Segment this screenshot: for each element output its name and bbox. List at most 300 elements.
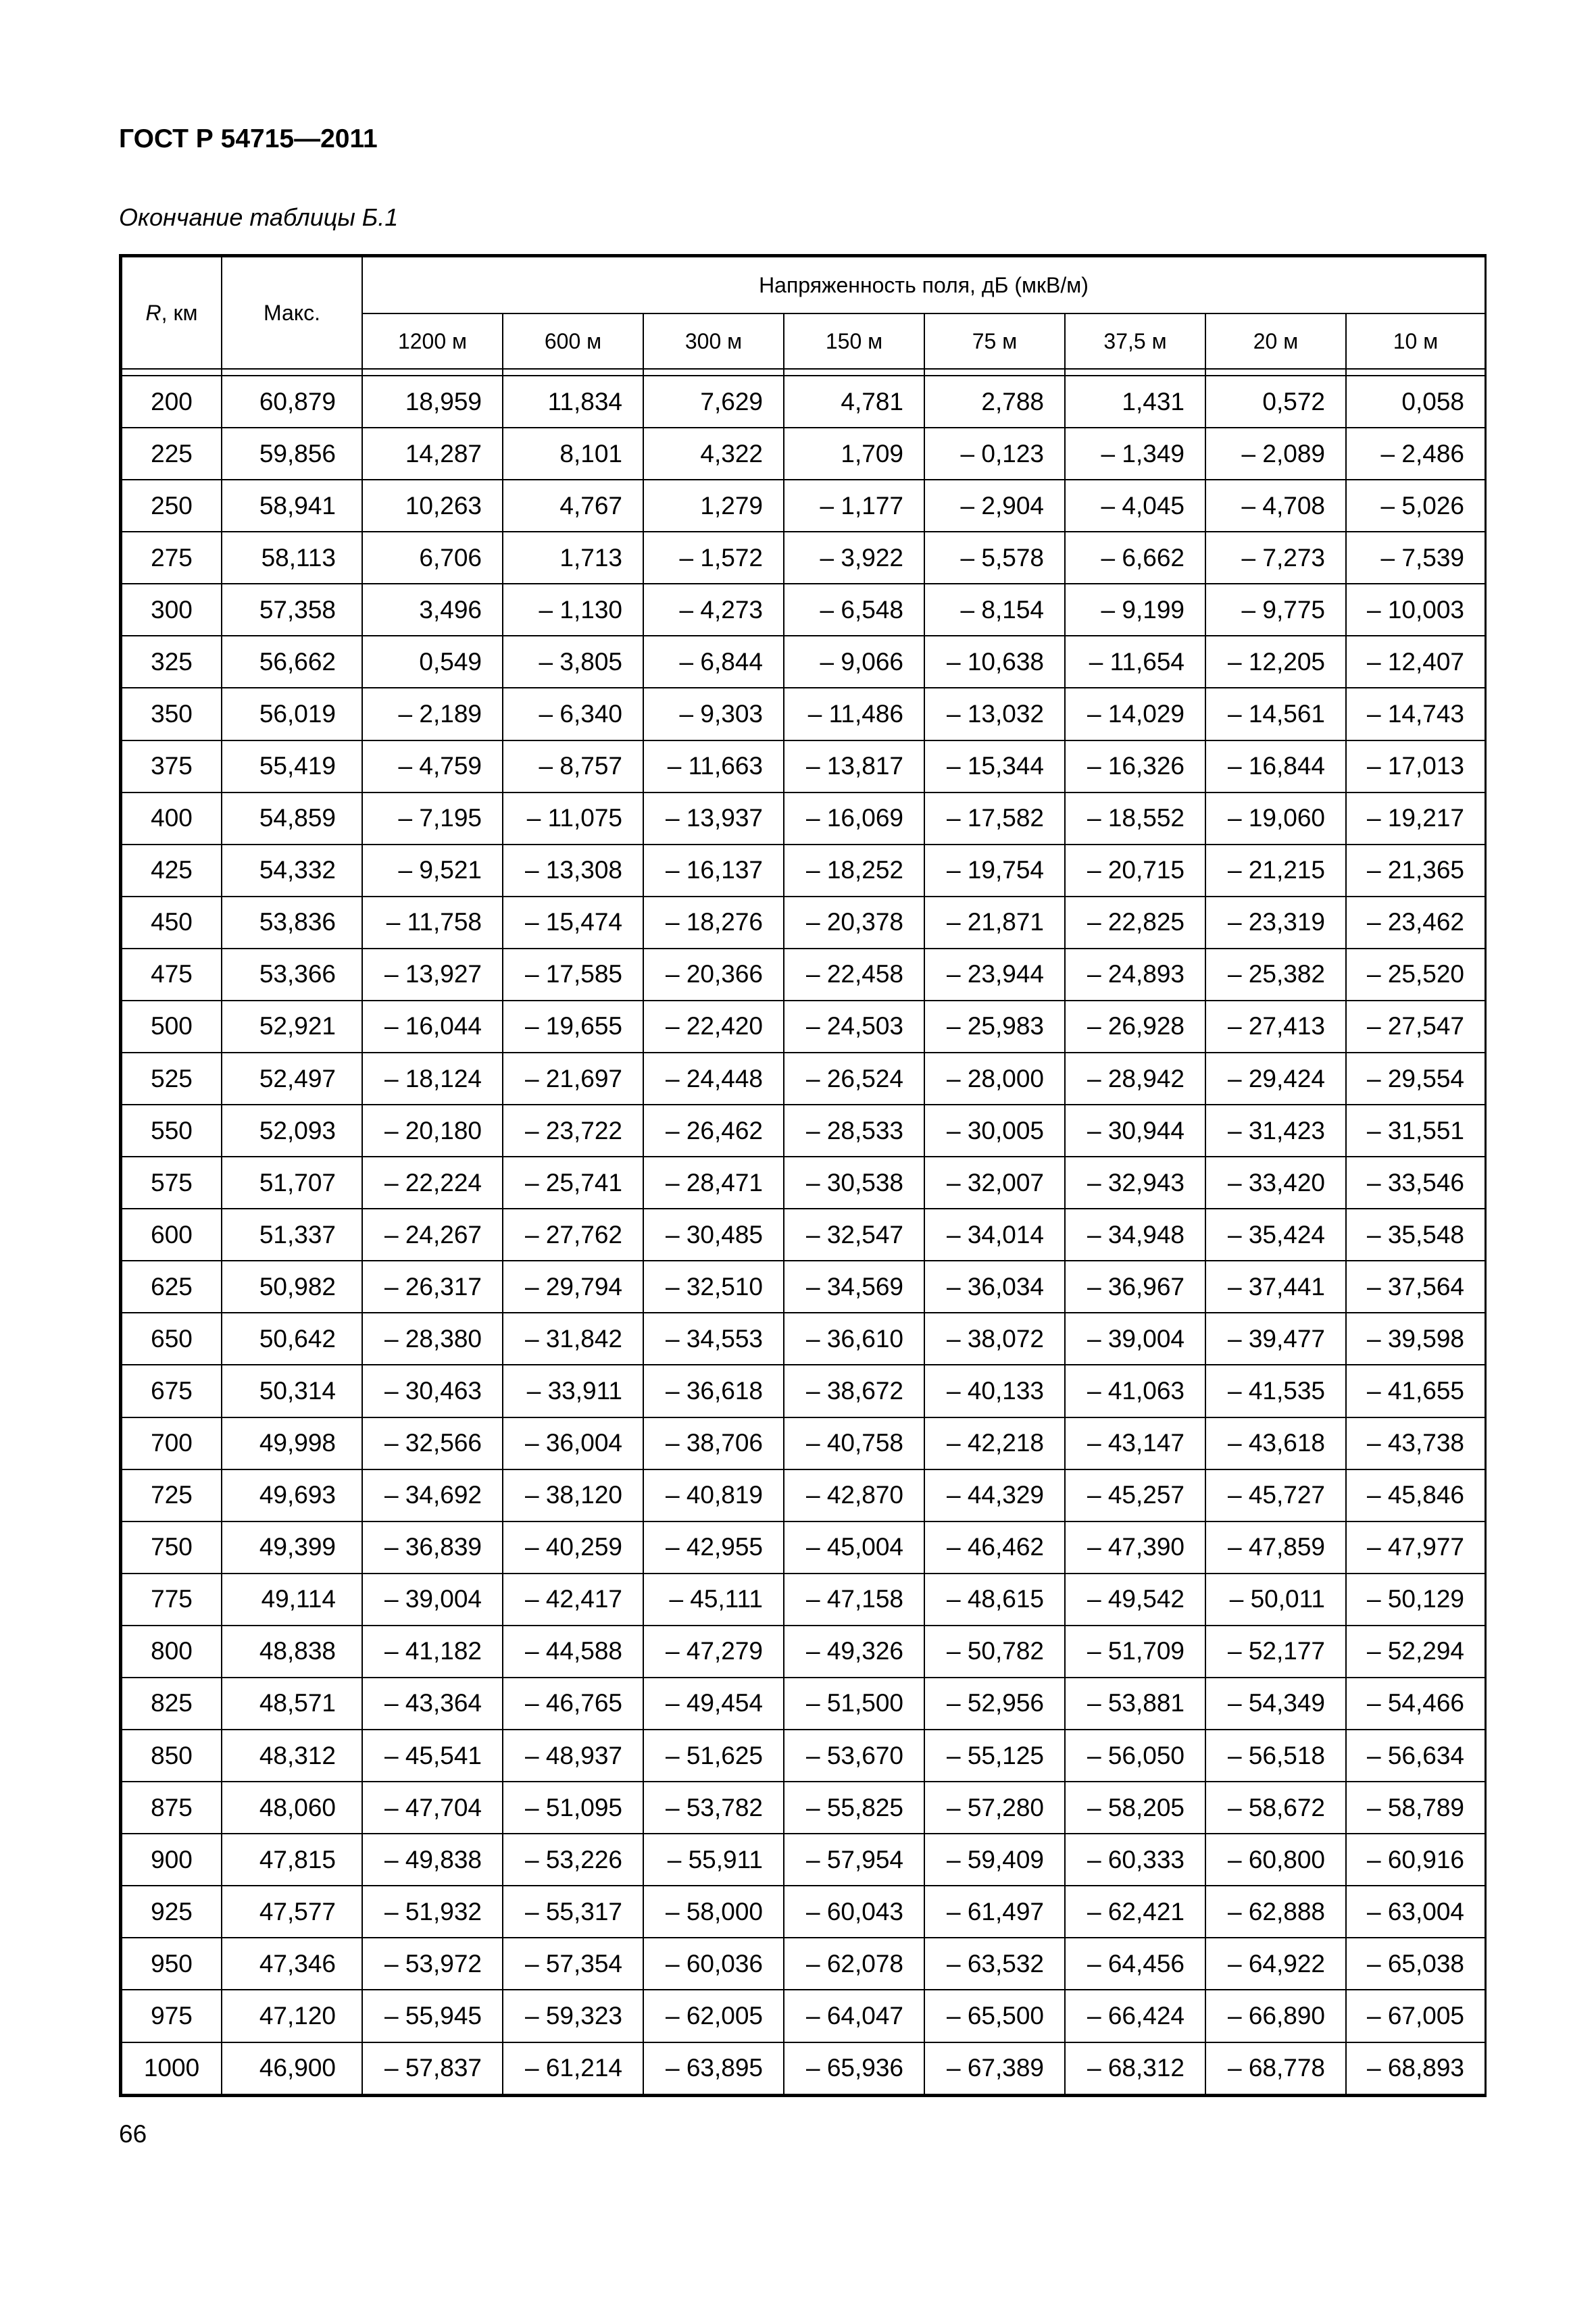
field-strength-cell: – 41,182 [362,1626,503,1678]
max-value-cell: 52,093 [222,1105,362,1157]
field-strength-cell: – 19,217 [1346,793,1485,845]
field-strength-cell: – 44,588 [503,1626,643,1678]
table-caption: Окончание таблицы Б.1 [119,203,399,231]
field-strength-cell: – 42,218 [924,1417,1065,1469]
field-strength-cell: – 3,805 [503,636,643,688]
field-strength-cell: 1,431 [1065,376,1205,428]
table-row [122,1678,1485,1730]
field-strength-cell: – 65,936 [784,2042,924,2095]
max-value-cell: 46,900 [222,2042,362,2095]
table-row [122,1417,1485,1469]
field-strength-cell: – 53,972 [362,1938,503,1990]
field-strength-cell: – 58,789 [1346,1782,1485,1834]
field-strength-cell: – 20,715 [1065,845,1205,897]
field-strength-cell: – 57,354 [503,1938,643,1990]
field-strength-cell: – 49,838 [362,1834,503,1886]
field-strength-cell: – 14,743 [1346,688,1485,740]
field-strength-cell: – 50,011 [1205,1574,1346,1626]
field-strength-cell: 0,549 [362,636,503,688]
field-strength-cell: – 45,727 [1205,1469,1346,1521]
field-strength-cell: – 14,561 [1205,688,1346,740]
distance-cell: 325 [122,636,222,688]
field-strength-cell: – 4,273 [643,584,784,636]
max-value-cell: 53,836 [222,897,362,949]
distance-cell: 200 [122,376,222,428]
header-distance [122,257,222,369]
field-strength-cell: – 60,036 [643,1938,784,1990]
field-strength-cell: – 35,424 [1205,1209,1346,1261]
field-strength-cell: – 68,893 [1346,2042,1485,2095]
field-strength-cell: – 1,130 [503,584,643,636]
field-strength-cell: – 59,409 [924,1834,1065,1886]
field-strength-cell: – 22,825 [1065,897,1205,949]
field-strength-cell: – 52,177 [1205,1626,1346,1678]
field-strength-cell: – 57,837 [362,2042,503,2095]
field-strength-cell: – 16,844 [1205,740,1346,793]
field-strength-cell: – 61,214 [503,2042,643,2095]
table-row [122,1105,1485,1157]
field-strength-cell: – 21,365 [1346,845,1485,897]
table-row [122,376,1485,428]
field-strength-cell: – 1,349 [1065,428,1205,480]
field-strength-cell: – 13,308 [503,845,643,897]
field-strength-cell: – 40,758 [784,1417,924,1469]
field-strength-cell: – 66,424 [1065,1990,1205,2042]
field-strength-cell: – 13,927 [362,949,503,1001]
field-strength-cell: – 7,273 [1205,532,1346,584]
field-strength-cell: – 53,670 [784,1730,924,1782]
distance-cell: 875 [122,1782,222,1834]
max-value-cell: 55,419 [222,740,362,793]
field-strength-cell: – 38,706 [643,1417,784,1469]
field-strength-cell: – 21,697 [503,1053,643,1105]
field-strength-cell: – 6,662 [1065,532,1205,584]
field-strength-cell: – 48,615 [924,1574,1065,1626]
distance-cell: 450 [122,897,222,949]
field-strength-cell: – 5,578 [924,532,1065,584]
field-strength-cell: – 37,564 [1346,1261,1485,1313]
distance-cell: 575 [122,1157,222,1209]
header-max: Макс. [222,257,362,369]
table-row [122,1834,1485,1886]
field-strength-cell: – 64,922 [1205,1938,1346,1990]
max-value-cell: 47,346 [222,1938,362,1990]
field-strength-cell: – 27,413 [1205,1001,1346,1053]
field-strength-cell: – 13,937 [643,793,784,845]
field-strength-cell: – 28,380 [362,1313,503,1365]
field-strength-cell: – 41,655 [1346,1365,1485,1417]
field-strength-cell: – 10,003 [1346,584,1485,636]
field-strength-cell: – 52,956 [924,1678,1065,1730]
field-strength-cell: – 42,417 [503,1574,643,1626]
field-strength-cell: – 50,129 [1346,1574,1485,1626]
field-strength-cell: – 10,638 [924,636,1065,688]
field-strength-cell: – 27,762 [503,1209,643,1261]
field-strength-cell: – 56,050 [1065,1730,1205,1782]
distance-cell: 225 [122,428,222,480]
field-strength-cell: – 17,013 [1346,740,1485,793]
field-strength-cell: – 11,654 [1065,636,1205,688]
field-strength-cell: – 51,625 [643,1730,784,1782]
field-strength-cell: – 40,259 [503,1521,643,1574]
field-strength-cell: – 40,133 [924,1365,1065,1417]
field-strength-cell: – 20,180 [362,1105,503,1157]
field-strength-cell: – 6,844 [643,636,784,688]
field-strength-cell: – 36,967 [1065,1261,1205,1313]
field-strength-cell: – 43,147 [1065,1417,1205,1469]
field-strength-cell: – 16,044 [362,1001,503,1053]
field-strength-cell: 0,572 [1205,376,1346,428]
field-strength-cell: – 63,532 [924,1938,1065,1990]
field-strength-cell: – 8,154 [924,584,1065,636]
field-strength-cell: – 57,280 [924,1782,1065,1834]
field-strength-cell: – 19,655 [503,1001,643,1053]
field-strength-cell: – 7,539 [1346,532,1485,584]
field-strength-cell: – 49,326 [784,1626,924,1678]
table-row [122,636,1485,688]
field-strength-cell: 7,629 [643,376,784,428]
max-value-cell: 51,337 [222,1209,362,1261]
field-strength-cell: 4,781 [784,376,924,428]
table-row [122,480,1485,532]
field-strength-cell: – 56,634 [1346,1730,1485,1782]
header-height: 20 м [1205,313,1346,369]
field-strength-cell: – 1,177 [784,480,924,532]
header-height: 600 м [503,313,643,369]
table-row [122,1574,1485,1626]
table-row [122,1001,1485,1053]
distance-cell: 975 [122,1990,222,2042]
field-strength-cell: 11,834 [503,376,643,428]
field-strength-cell: – 33,546 [1346,1157,1485,1209]
field-strength-cell: – 56,518 [1205,1730,1346,1782]
field-strength-cell: – 5,026 [1346,480,1485,532]
field-strength-cell: – 54,466 [1346,1678,1485,1730]
field-strength-cell: – 60,043 [784,1886,924,1938]
field-strength-cell: – 28,471 [643,1157,784,1209]
table-row [122,845,1485,897]
field-strength-cell: – 51,095 [503,1782,643,1834]
field-strength-cell: 2,788 [924,376,1065,428]
table-row [122,740,1485,793]
field-strength-cell: – 20,378 [784,897,924,949]
field-strength-cell: – 23,944 [924,949,1065,1001]
field-strength-cell: – 23,319 [1205,897,1346,949]
field-strength-cell: – 38,072 [924,1313,1065,1365]
field-strength-cell: – 62,888 [1205,1886,1346,1938]
max-value-cell: 52,921 [222,1001,362,1053]
field-strength-cell: – 44,329 [924,1469,1065,1521]
field-strength-cell: – 12,205 [1205,636,1346,688]
field-strength-cell: – 57,954 [784,1834,924,1886]
field-strength-cell: – 66,890 [1205,1990,1346,2042]
max-value-cell: 49,399 [222,1521,362,1574]
field-strength-cell: – 60,333 [1065,1834,1205,1886]
field-strength-cell: – 26,524 [784,1053,924,1105]
field-strength-cell: – 28,533 [784,1105,924,1157]
table-row [122,1365,1485,1417]
max-value-cell: 56,662 [222,636,362,688]
field-strength-cell: – 31,551 [1346,1105,1485,1157]
distance-cell: 600 [122,1209,222,1261]
table-row [122,793,1485,845]
field-strength-cell: – 36,839 [362,1521,503,1574]
field-strength-cell: – 36,004 [503,1417,643,1469]
table-row [122,1469,1485,1521]
max-value-cell: 47,815 [222,1834,362,1886]
table-row [122,2042,1485,2095]
field-strength-cell: – 9,066 [784,636,924,688]
field-strength-cell: – 28,942 [1065,1053,1205,1105]
distance-cell: 350 [122,688,222,740]
field-strength-cell: – 47,279 [643,1626,784,1678]
field-strength-cell: – 17,582 [924,793,1065,845]
table-row [122,1730,1485,1782]
field-strength-cell: – 45,541 [362,1730,503,1782]
field-strength-cell: – 2,089 [1205,428,1346,480]
field-strength-cell: – 11,075 [503,793,643,845]
field-strength-cell: – 45,846 [1346,1469,1485,1521]
field-strength-cell: – 51,709 [1065,1626,1205,1678]
field-strength-cell: – 16,326 [1065,740,1205,793]
field-strength-cell: – 25,520 [1346,949,1485,1001]
distance-cell: 950 [122,1938,222,1990]
field-strength-cell: 10,263 [362,480,503,532]
field-strength-cell: – 19,060 [1205,793,1346,845]
field-strength-cell: – 51,500 [784,1678,924,1730]
field-strength-cell: – 28,000 [924,1053,1065,1105]
table-row [122,584,1485,636]
field-strength-cell: – 49,454 [643,1678,784,1730]
field-strength-cell: – 32,943 [1065,1157,1205,1209]
field-strength-cell: – 39,477 [1205,1313,1346,1365]
field-strength-cell: – 2,189 [362,688,503,740]
field-strength-cell: 1,279 [643,480,784,532]
header-height: 10 м [1346,313,1485,369]
table-row [122,1157,1485,1209]
field-strength-cell: – 58,000 [643,1886,784,1938]
field-strength-cell: – 41,535 [1205,1365,1346,1417]
field-strength-cell: – 46,462 [924,1521,1065,1574]
field-strength-cell: – 40,819 [643,1469,784,1521]
field-strength-cell: – 16,137 [643,845,784,897]
max-value-cell: 47,120 [222,1990,362,2042]
distance-cell: 625 [122,1261,222,1313]
table-row [122,428,1485,480]
table-row [122,1313,1485,1365]
header-height: 75 м [924,313,1065,369]
field-strength-cell: – 52,294 [1346,1626,1485,1678]
field-strength-cell: – 34,553 [643,1313,784,1365]
field-strength-cell: – 22,420 [643,1001,784,1053]
field-strength-cell: – 53,881 [1065,1678,1205,1730]
field-strength-cell: – 33,420 [1205,1157,1346,1209]
field-strength-cell: – 18,124 [362,1053,503,1105]
field-strength-cell: – 17,585 [503,949,643,1001]
max-value-cell: 60,879 [222,376,362,428]
field-strength-cell: – 3,922 [784,532,924,584]
field-strength-cell: – 29,554 [1346,1053,1485,1105]
table-row [122,1782,1485,1834]
field-strength-cell: – 6,548 [784,584,924,636]
field-strength-cell: – 32,566 [362,1417,503,1469]
table-row [122,532,1485,584]
field-strength-cell: – 21,215 [1205,845,1346,897]
distance-cell: 650 [122,1313,222,1365]
field-strength-cell: – 24,893 [1065,949,1205,1001]
field-strength-cell: – 54,349 [1205,1678,1346,1730]
field-strength-cell: 1,709 [784,428,924,480]
field-strength-cell: – 30,944 [1065,1105,1205,1157]
table-row [122,1521,1485,1574]
field-strength-cell: – 23,722 [503,1105,643,1157]
max-value-cell: 54,859 [222,793,362,845]
field-strength-cell: – 29,424 [1205,1053,1346,1105]
field-strength-cell: – 18,552 [1065,793,1205,845]
field-strength-cell: – 26,462 [643,1105,784,1157]
max-value-cell: 47,577 [222,1886,362,1938]
field-strength-cell: – 13,817 [784,740,924,793]
field-strength-cell: – 67,005 [1346,1990,1485,2042]
header-distance-symbol: R [145,300,161,325]
field-strength-cell: – 68,778 [1205,2042,1346,2095]
field-strength-cell: – 32,547 [784,1209,924,1261]
field-strength-cell: – 36,618 [643,1365,784,1417]
field-strength-cell: – 2,486 [1346,428,1485,480]
field-strength-cell: – 6,340 [503,688,643,740]
max-value-cell: 59,856 [222,428,362,480]
field-strength-cell: – 25,382 [1205,949,1346,1001]
max-value-cell: 50,642 [222,1313,362,1365]
field-strength-cell: – 68,312 [1065,2042,1205,2095]
field-strength-cell: – 15,474 [503,897,643,949]
field-strength-cell: – 64,047 [784,1990,924,2042]
distance-cell: 300 [122,584,222,636]
table-row [122,1053,1485,1105]
field-strength-cell: – 47,158 [784,1574,924,1626]
field-strength-cell: – 34,014 [924,1209,1065,1261]
field-strength-cell: – 55,911 [643,1834,784,1886]
field-strength-cell: – 12,407 [1346,636,1485,688]
table-row [122,1938,1485,1990]
max-value-cell: 51,707 [222,1157,362,1209]
field-strength-cell: – 4,759 [362,740,503,793]
field-strength-cell: – 59,323 [503,1990,643,2042]
header-distance-unit: , км [161,300,198,325]
max-value-cell: 49,114 [222,1574,362,1626]
max-value-cell: 58,113 [222,532,362,584]
field-strength-cell: – 30,005 [924,1105,1065,1157]
field-strength-cell: – 51,932 [362,1886,503,1938]
field-strength-cell: – 62,421 [1065,1886,1205,1938]
table-row [122,688,1485,740]
field-strength-cell: – 45,111 [643,1574,784,1626]
distance-cell: 775 [122,1574,222,1626]
field-strength-cell: – 38,672 [784,1365,924,1417]
field-strength-cell: – 39,004 [1065,1313,1205,1365]
field-strength-cell: – 47,704 [362,1782,503,1834]
field-strength-cell: – 47,390 [1065,1521,1205,1574]
table-row [122,1209,1485,1261]
field-strength-cell: – 55,317 [503,1886,643,1938]
distance-cell: 400 [122,793,222,845]
field-strength-cell: – 26,928 [1065,1001,1205,1053]
field-strength-cell: – 65,038 [1346,1938,1485,1990]
distance-cell: 850 [122,1730,222,1782]
field-strength-cell: 0,058 [1346,376,1485,428]
field-strength-cell: – 48,937 [503,1730,643,1782]
field-strength-cell: – 32,007 [924,1157,1065,1209]
document-title: ГОСТ Р 54715—2011 [119,124,378,153]
field-strength-cell: – 63,004 [1346,1886,1485,1938]
max-value-cell: 48,838 [222,1626,362,1678]
distance-cell: 550 [122,1105,222,1157]
distance-cell: 500 [122,1001,222,1053]
field-strength-cell: – 22,458 [784,949,924,1001]
distance-cell: 800 [122,1626,222,1678]
field-strength-cell: – 24,503 [784,1001,924,1053]
field-strength-cell: – 20,366 [643,949,784,1001]
field-strength-cell: – 60,800 [1205,1834,1346,1886]
field-strength-cell: 6,706 [362,532,503,584]
field-strength-cell: – 42,870 [784,1469,924,1521]
field-strength-cell: – 16,069 [784,793,924,845]
max-value-cell: 54,332 [222,845,362,897]
table-row [122,1886,1485,1938]
field-strength-cell: – 47,859 [1205,1521,1346,1574]
field-strength-cell: – 21,871 [924,897,1065,949]
field-strength-cell: – 9,521 [362,845,503,897]
field-strength-cell: – 30,463 [362,1365,503,1417]
field-strength-cell: – 9,775 [1205,584,1346,636]
field-strength-cell: – 60,916 [1346,1834,1485,1886]
distance-cell: 475 [122,949,222,1001]
field-strength-cell: 4,767 [503,480,643,532]
field-strength-cell: – 43,738 [1346,1417,1485,1469]
field-strength-cell: – 18,252 [784,845,924,897]
max-value-cell: 48,571 [222,1678,362,1730]
distance-cell: 900 [122,1834,222,1886]
field-strength-cell: 8,101 [503,428,643,480]
field-strength-cell: – 67,389 [924,2042,1065,2095]
field-strength-cell: – 14,029 [1065,688,1205,740]
distance-cell: 700 [122,1417,222,1469]
max-value-cell: 48,060 [222,1782,362,1834]
table-row [122,897,1485,949]
max-value-cell: 53,366 [222,949,362,1001]
max-value-cell: 52,497 [222,1053,362,1105]
field-strength-cell: – 13,032 [924,688,1065,740]
field-strength-cell: – 2,904 [924,480,1065,532]
field-strength-cell: – 30,485 [643,1209,784,1261]
field-strength-cell: – 15,344 [924,740,1065,793]
max-value-cell: 57,358 [222,584,362,636]
field-strength-cell: – 53,782 [643,1782,784,1834]
field-strength-cell: – 11,663 [643,740,784,793]
field-strength-cell: – 38,120 [503,1469,643,1521]
field-strength-cell: – 43,618 [1205,1417,1346,1469]
field-strength-cell: – 55,825 [784,1782,924,1834]
max-value-cell: 50,982 [222,1261,362,1313]
field-strength-cell: – 43,364 [362,1678,503,1730]
distance-cell: 275 [122,532,222,584]
header-height: 300 м [643,313,784,369]
field-strength-cell: – 55,945 [362,1990,503,2042]
distance-cell: 825 [122,1678,222,1730]
max-value-cell: 49,998 [222,1417,362,1469]
field-strength-cell: – 61,497 [924,1886,1065,1938]
max-value-cell: 50,314 [222,1365,362,1417]
